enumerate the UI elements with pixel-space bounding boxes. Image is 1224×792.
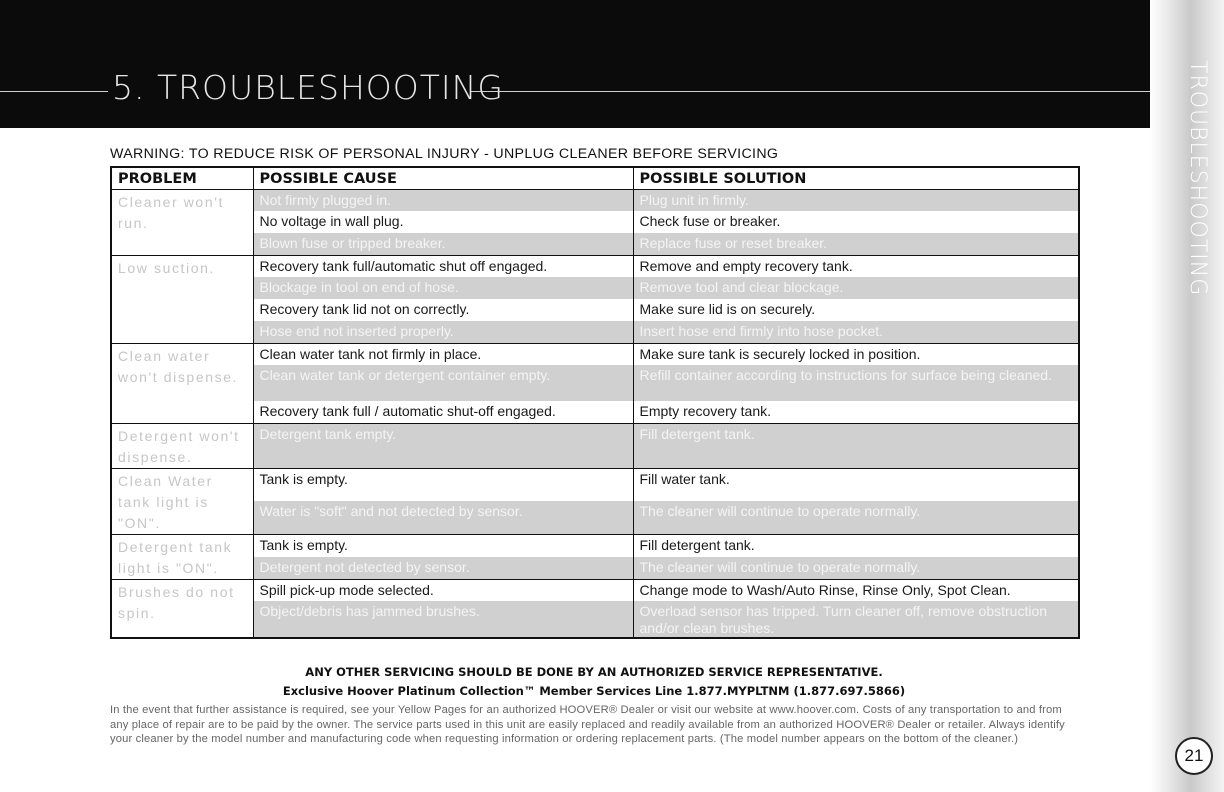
table-row bbox=[111, 233, 1079, 255]
cause-cell: Tank is empty. bbox=[253, 534, 633, 557]
header-cause: POSSIBLE CAUSE bbox=[253, 167, 633, 189]
cause-cell: Spill pick-up mode selected. bbox=[253, 579, 633, 601]
solution-cell: Refill container according to instructions for surface being cleaned. bbox=[633, 365, 1079, 401]
cause-cell: Tank is empty. bbox=[253, 468, 633, 501]
table-row bbox=[111, 255, 1079, 277]
table-row bbox=[111, 423, 1079, 468]
assistance-paragraph: In the event that further assistance is required, see your Yellow Pages for an authorized HOOVER® Dealer or visit our website at www.hoover.com. Costs of any transportation to and from any place of repair are to be paid by the owner. The service parts used in this unit are easily replaced and readily available from an authorized HOOVER® Dealer or retailer. Always identify your cleaner by the model number and manufacturing code when requesting information or ordering replacement parts. (The model number appears on the bottom of the cleaner.) bbox=[110, 704, 1065, 746]
solution-cell: Check fuse or breaker. bbox=[633, 211, 1079, 233]
header-problem: PROBLEM bbox=[111, 167, 253, 189]
member-services-line: Exclusive Hoover Platinum Collection™ Member Services Line 1.877.MYPLTNM (1.877.697.5866) bbox=[282, 684, 906, 698]
cause-cell: Recovery tank full / automatic shut-off engaged. bbox=[253, 401, 633, 423]
page-number: 21 bbox=[1175, 737, 1213, 775]
table-row bbox=[111, 534, 1079, 557]
problem-cell: Brushes do not spin. bbox=[111, 579, 253, 638]
problem-cell: Clean Water tank light is "ON". bbox=[111, 468, 253, 534]
cause-cell: Hose end not inserted properly. bbox=[253, 321, 633, 343]
table-row bbox=[111, 321, 1079, 343]
table-row bbox=[111, 468, 1079, 501]
table-row bbox=[111, 601, 1079, 638]
solution-cell: Remove and empty recovery tank. bbox=[633, 255, 1079, 277]
problem-cell: Cleaner won't run. bbox=[111, 189, 253, 255]
solution-cell: Make sure tank is securely locked in position. bbox=[633, 343, 1079, 365]
cause-cell: Detergent not detected by sensor. bbox=[253, 557, 633, 580]
cause-cell: Object/debris has jammed brushes. bbox=[253, 601, 633, 638]
table-row bbox=[111, 343, 1079, 365]
service-notice: ANY OTHER SERVICING SHOULD BE DONE BY AN AUTHORIZED SERVICE REPRESENTATIVE. bbox=[305, 665, 883, 679]
table-row bbox=[111, 277, 1079, 299]
side-tab-label: TROUBLESHOOTING bbox=[1185, 60, 1210, 297]
table-header-row bbox=[111, 167, 1079, 189]
solution-cell: Plug unit in firmly. bbox=[633, 189, 1079, 211]
table-row bbox=[111, 299, 1079, 321]
solution-cell: Insert hose end firmly into hose pocket. bbox=[633, 321, 1079, 343]
solution-cell: Remove tool and clear blockage. bbox=[633, 277, 1079, 299]
table-row bbox=[111, 401, 1079, 423]
cause-cell: Detergent tank empty. bbox=[253, 423, 633, 468]
cause-cell: Water is "soft" and not detected by sensor. bbox=[253, 501, 633, 534]
cause-cell: Blockage in tool on end of hose. bbox=[253, 277, 633, 299]
cause-cell: Recovery tank full/automatic shut off engaged. bbox=[253, 255, 633, 277]
problem-cell: Low suction. bbox=[111, 255, 253, 343]
solution-cell: Fill water tank. bbox=[633, 468, 1079, 501]
table-row bbox=[111, 579, 1079, 601]
table-row bbox=[111, 189, 1079, 211]
table-row bbox=[111, 365, 1079, 401]
warning-text: WARNING: TO REDUCE RISK OF PERSONAL INJURY - UNPLUG CLEANER BEFORE SERVICING bbox=[110, 146, 779, 162]
solution-cell: The cleaner will continue to operate normally. bbox=[633, 557, 1079, 580]
solution-cell: Empty recovery tank. bbox=[633, 401, 1079, 423]
solution-cell: The cleaner will continue to operate normally. bbox=[633, 501, 1079, 534]
table-row bbox=[111, 211, 1079, 233]
section-title: 5. TROUBLESHOOTING bbox=[112, 68, 504, 107]
problem-cell: Detergent won't dispense. bbox=[111, 423, 253, 468]
cause-cell: Clean water tank not firmly in place. bbox=[253, 343, 633, 365]
header-rule-left bbox=[0, 91, 108, 92]
cause-cell: Recovery tank lid not on correctly. bbox=[253, 299, 633, 321]
cause-cell: Not firmly plugged in. bbox=[253, 189, 633, 211]
problem-cell: Clean water won't dispense. bbox=[111, 343, 253, 423]
solution-cell: Make sure lid is on securely. bbox=[633, 299, 1079, 321]
table-row bbox=[111, 501, 1079, 534]
table-row bbox=[111, 557, 1079, 580]
solution-cell: Replace fuse or reset breaker. bbox=[633, 233, 1079, 255]
troubleshooting-table bbox=[110, 166, 1080, 639]
header-rule-right bbox=[470, 91, 1160, 92]
solution-cell: Fill detergent tank. bbox=[633, 423, 1079, 468]
problem-cell: Detergent tank light is "ON". bbox=[111, 534, 253, 579]
solution-cell: Overload sensor has tripped. Turn cleaner off, remove obstruction and/or clean brushes. bbox=[633, 601, 1079, 638]
cause-cell: Clean water tank or detergent container empty. bbox=[253, 365, 633, 401]
header-band bbox=[0, 0, 1165, 128]
cause-cell: Blown fuse or tripped breaker. bbox=[253, 233, 633, 255]
solution-cell: Change mode to Wash/Auto Rinse, Rinse Only, Spot Clean. bbox=[633, 579, 1079, 601]
cause-cell: No voltage in wall plug. bbox=[253, 211, 633, 233]
header-solution: POSSIBLE SOLUTION bbox=[633, 167, 1079, 189]
solution-cell: Fill detergent tank. bbox=[633, 534, 1079, 557]
